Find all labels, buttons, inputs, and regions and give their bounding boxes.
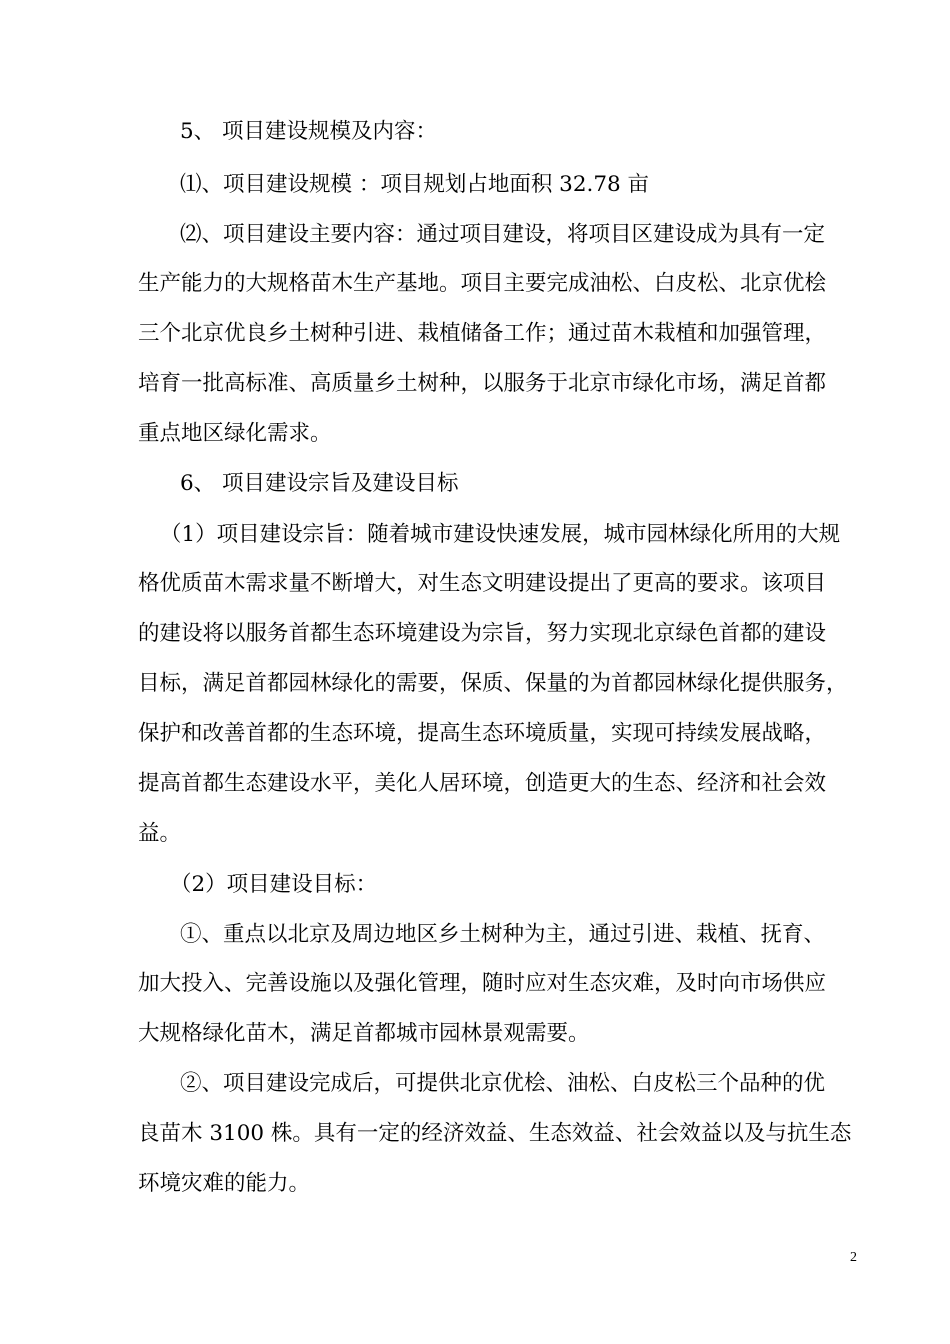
paragraph-line: 保护和改善首都的生态环境，提高生态环境质量，实现可持续发展战略，	[138, 721, 827, 746]
paragraph-line: ②、项目建设完成后，可提供北京优桧、油松、白皮松三个品种的优	[180, 1071, 826, 1096]
paragraph-line: ⑴、项目建设规模 ：项目规划占地面积 32.78 亩	[180, 172, 650, 197]
paragraph-line: 目标，满足首都园林绿化的需要，保质、保量的为首都园林绿化提供服务，	[138, 671, 848, 696]
paragraph-line: 良苗木 3100 株。具有一定的经济效益、生态效益、社会效益以及与抗生态	[138, 1121, 852, 1146]
paragraph-line: ⑵、项目建设主要内容：通过项目建设，将项目区建设成为具有一定	[180, 222, 826, 247]
page-number: 2	[850, 1250, 857, 1265]
paragraph-line: 加大投入、完善设施以及强化管理，随时应对生态灾难，及时向市场供应	[138, 971, 827, 996]
paragraph-line: 格优质苗木需求量不断增大，对生态文明建设提出了更高的要求。该项目	[138, 571, 827, 596]
paragraph-line: 培育一批高标准、高质量乡土树种，以服务于北京市绿化市场，满足首都	[138, 371, 827, 396]
paragraph-line: 提高首都生态建设水平，美化人居环境，创造更大的生态、经济和社会效	[138, 771, 827, 796]
paragraph-line: 益。	[138, 821, 182, 846]
paragraph-line: 三个北京优良乡土树种引进、栽植储备工作；通过苗木栽植和加强管理，	[138, 321, 827, 346]
paragraph-line: （1）项目建设宗旨：随着城市建设快速发展，城市园林绿化所用的大规	[160, 522, 841, 547]
paragraph-line: 的建设将以服务首都生态环境建设为宗旨，努力实现北京绿色首都的建设	[138, 621, 827, 646]
subheading-goals: （2）项目建设目标：	[170, 872, 378, 897]
paragraph-line: 环境灾难的能力。	[138, 1171, 311, 1196]
section-heading-5: 5、 项目建设规模及内容：	[180, 119, 438, 144]
paragraph-line: 生产能力的大规格苗木生产基地。项目主要完成油松、白皮松、北京优桧	[138, 271, 827, 296]
paragraph-line: ①、重点以北京及周边地区乡土树种为主，通过引进、栽植、抚育、	[180, 922, 826, 947]
paragraph-line: 大规格绿化苗木，满足首都城市园林景观需要。	[138, 1021, 590, 1046]
paragraph-line: 重点地区绿化需求。	[138, 421, 332, 446]
section-heading-6: 6、 项目建设宗旨及建设目标	[180, 471, 459, 496]
